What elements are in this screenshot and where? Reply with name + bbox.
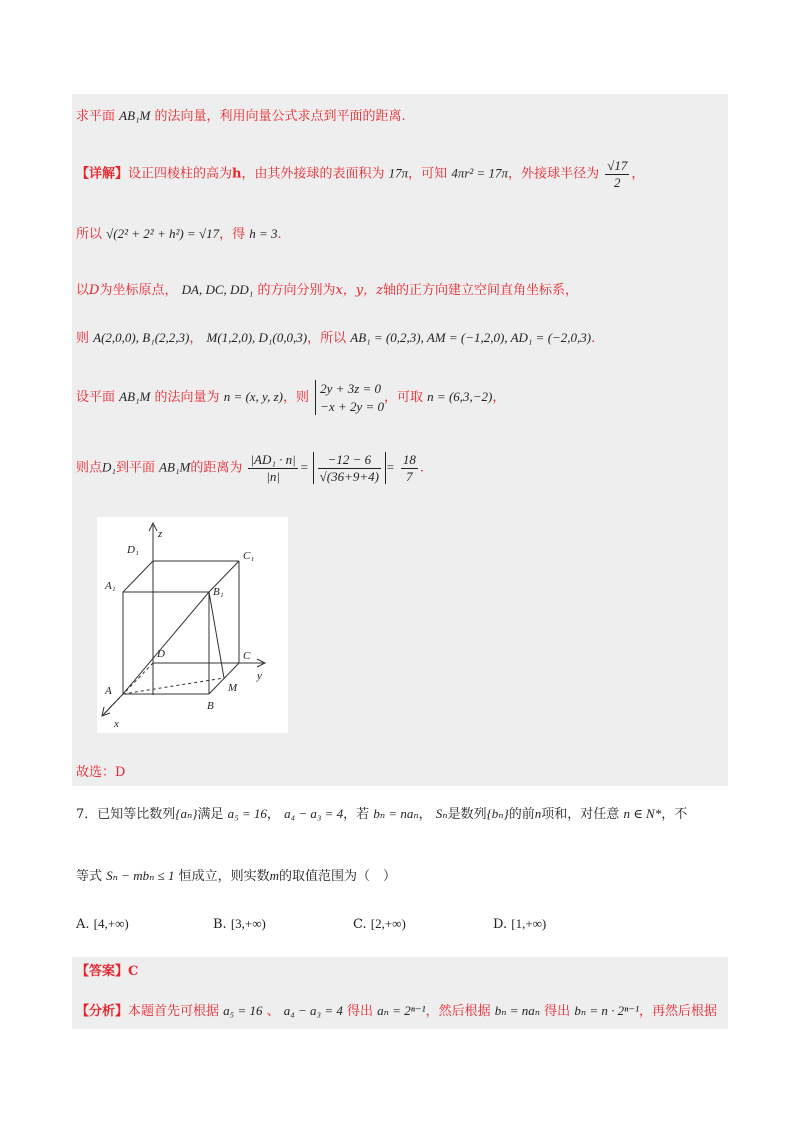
equation: 2y + 3z = 0 [320,381,382,396]
math: bₙ = n · 2ⁿ⁻¹ [574,1003,639,1018]
text: ，然后根据 [425,1004,491,1019]
math: bₙ = naₙ [373,806,419,821]
math: {bₙ} [486,806,509,821]
text: ，可取 [384,390,424,406]
text: 为坐标原点， [99,283,178,298]
figure-label: A₁ [105,580,116,592]
detail-line-5 [76,380,505,415]
answer-line [76,964,138,980]
denominator: 7 [406,468,413,484]
distance-fraction-2 [318,452,381,484]
text: 满足 [197,807,224,822]
text: D [89,283,100,298]
text: ，得 [219,227,246,242]
text: . [277,227,282,242]
math: m [269,868,280,883]
figure-label: M [228,682,238,694]
math: n [534,806,542,821]
option-b [213,916,266,932]
answer-value: C [128,964,139,979]
math: = [299,459,309,475]
text: ， [189,331,203,346]
option-label: A. [76,917,90,932]
text: 则 [76,331,90,346]
text: 的取值范围为（ ） [279,869,397,884]
math: AB₁M [159,459,191,475]
math: AB₁M [119,389,151,405]
option-d [493,916,546,932]
figure-label: C [243,650,251,662]
text: 已知等比数列 [97,807,176,822]
text: ， [418,807,432,822]
text: ，外接球半径为 [508,166,600,182]
math: n = (6,3,−2) [427,389,493,405]
segment-ab1 [123,592,209,694]
figure-label: A [105,685,112,697]
figure-label: D [157,648,165,660]
denominator: 2 [614,174,621,190]
distance-fraction [248,452,297,484]
math: M(1,2,0), D₁(0,0,3) [206,330,308,345]
text: 以 [76,283,90,298]
text: 的距离为 [190,460,243,476]
math: a₅ = 16 [223,1003,263,1018]
detail-line-4 [76,330,595,347]
option-value: [1,+∞) [511,916,547,931]
text: 、 [266,1004,280,1019]
numerator: √17 [607,158,628,173]
text: 恒成立，则实数 [178,869,270,884]
text: 得出 [347,1004,374,1019]
text: ，再然后根据 [638,1004,717,1019]
analysis-tag: 【分析】 [76,1004,129,1019]
analysis-line [76,1003,717,1020]
option-value: [4,+∞) [93,916,129,931]
math: √(2² + 2² + h²) = √17 [106,226,220,241]
text: ，所以 [307,331,347,346]
figure-label: B [207,700,214,712]
text: 则点 [76,460,103,476]
text: 得出 [544,1004,571,1019]
text: 等式 [76,869,103,884]
math: Sₙ − mbₙ ≤ 1 [106,868,175,883]
question-7-line-1 [76,806,687,823]
math: h = 3 [249,226,278,241]
text: 的前 [508,807,535,822]
text: 设正四棱柱的高为 [128,166,233,182]
math: {aₙ} [175,806,198,821]
figure-label: z [158,528,163,540]
text: ，若 [343,807,370,822]
math: aₙ = 2ⁿ⁻¹ [377,1003,426,1018]
option-c [353,916,406,932]
text: 的法向量为 [154,390,220,406]
option-value: [2,+∞) [370,916,406,931]
text: . [419,460,425,476]
math: n ∈ N* [623,806,662,821]
option-label: D. [493,917,508,932]
text: 的方向分别为 [257,283,336,298]
text: 项和，对任意 [541,807,620,822]
text: 到平面 [115,460,155,476]
text: ， [266,807,280,822]
text: x，y，z [335,283,383,298]
text: 是数列 [447,807,487,822]
numerator: |AD₁ · n| [250,452,296,467]
math: D₁ [102,459,116,475]
x-axis [103,694,123,715]
detail-line-3 [76,282,578,299]
prev-answer: 故选：D [76,765,126,780]
math: 4πr² = 17π [451,165,509,181]
text: 的法向量，利用向量公式求点到平面的距离. [154,109,406,124]
text: 设平面 [76,390,116,406]
radius-fraction [605,158,629,190]
text: ，则 [283,390,310,406]
math: DA, DC, DD₁ [181,282,254,297]
prism-figure [97,517,288,733]
equation-system [315,380,384,415]
math: AB₁ = (0,2,3), AM = (−1,2,0), AD₁ = (−2,0,3) [350,330,592,345]
figure-label: x [114,718,119,730]
text: 求平面 [76,109,116,124]
detail-line-1 [76,158,644,190]
text: 本题首先可根据 [128,1004,220,1019]
figure-label: y [257,670,262,682]
figure-label: C₁ [243,550,255,562]
segment-b1m [209,592,224,678]
text: ，可知 [408,166,448,182]
math: Sₙ [435,806,448,821]
text: ， [631,166,645,182]
denominator: √(36+9+4) [319,468,379,484]
math: bₙ = naₙ [494,1003,541,1018]
denominator: |n| [266,468,280,484]
math: a₄ − a₃ = 4 [283,1003,343,1018]
text: ，不 [661,807,688,822]
math: = [386,459,395,475]
text: ，由其外接球的表面积为 [241,166,385,182]
edge-a1d1 [123,561,153,592]
detail-line-2 [76,226,282,243]
text: 所以 [76,227,103,242]
prism-diagram [97,517,288,733]
option-a [76,916,129,932]
math: a₅ = 16 [227,806,267,821]
text: ， [492,390,506,406]
question-7-line-2 [76,868,396,885]
option-label: B. [213,917,227,932]
distance-result [401,452,418,484]
math: A(2,0,0), B₁(2,2,3) [93,330,190,345]
numerator: −12 − 6 [318,452,381,469]
option-label: C. [353,917,367,932]
figure-label: B₁ [213,586,224,598]
detail-tag: 【详解】 [76,166,129,182]
math: n = (x, y, z) [223,389,283,405]
math: 17π [388,165,409,181]
solution-line-1 [76,108,406,125]
detail-line-6 [76,452,424,484]
option-value: [3,+∞) [230,916,266,931]
equation: −x + 2y = 0 [320,398,385,414]
answer-tag: 【答案】 [76,964,129,979]
numerator: 18 [402,452,416,467]
figure-label: D₁ [127,544,139,556]
text: 轴的正方向建立空间直角坐标系， [382,283,578,298]
math: a₄ − a₃ = 4 [284,806,344,821]
plane-label: AB₁M [119,108,151,123]
question-number: 7． [76,807,98,822]
text: h [232,166,242,182]
text: . [591,331,596,346]
